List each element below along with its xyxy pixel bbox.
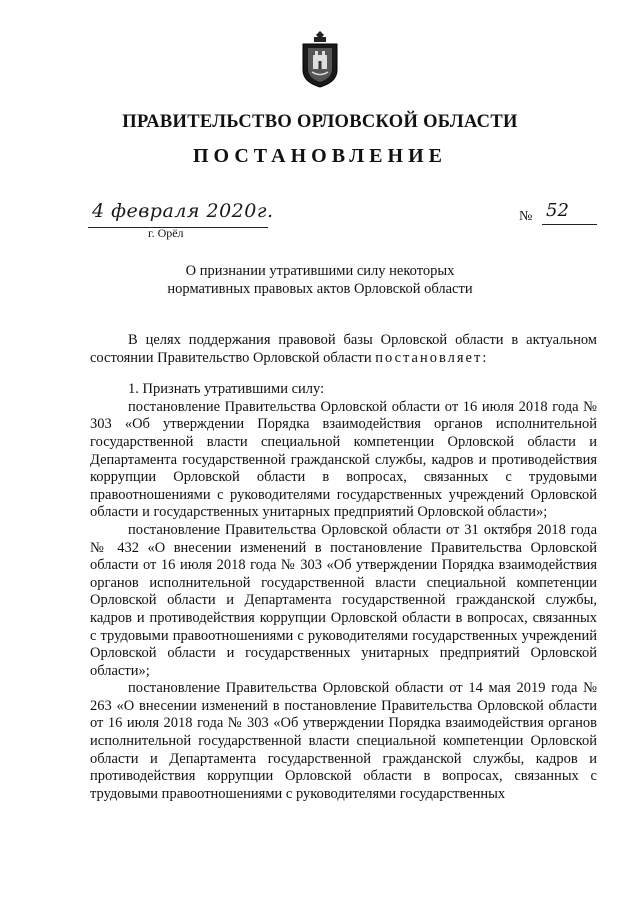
handwritten-date: 4 февраля 2020г.: [92, 200, 274, 222]
organization-name: ПРАВИТЕЛЬСТВО ОРЛОВСКОЙ ОБЛАСТИ: [122, 112, 518, 132]
subject-line-1: О признании утратившими силу некоторых: [185, 263, 455, 279]
subject-line-2: нормативных правовых актов Орловской области: [167, 281, 473, 297]
handwritten-number: 52: [546, 200, 569, 221]
act-3: постановление Правительства Орловской области от 14 мая 2019 года № 263 «О внесении изменений в постановление Правительства Орловской области от 16 июля 2018 года № 303 «Об утверждении Порядка взаимодействия органов исполнительной государственной власти специальной компетенции Орловской области и Департамента государственной гражданской службы, кадров и противодействия коррупции Орловской области в вопросах, связанных с трудовыми правоотношениями с руководителями государственных: [90, 680, 597, 802]
city-label: г. Орёл: [148, 226, 184, 240]
act-1: постановление Правительства Орловской области от 16 июля 2018 года № 303 «Об утверждении Порядка взаимодействия органов исполнительной государственной власти специальной компетенции Орловской области и Департамента государственной гражданской службы, кадров и противодействия коррупции Орловской области в вопросах, связанных с трудовыми правоотношениями с руководителями государственных учреждений Орловской области и государственных унитарных предприятий Орловской области»;: [90, 398, 597, 521]
preamble-colon: :: [482, 349, 487, 366]
preamble-keyword: постановляет: [375, 349, 483, 366]
preamble-text: В целях поддержания правовой базы Орловской области в актуальном состоянии Правительство Орловской области: [90, 332, 597, 366]
number-label: №: [519, 209, 533, 224]
document-body: [90, 332, 597, 803]
preamble: [90, 332, 597, 367]
coat-of-arms-icon: [300, 30, 340, 88]
document-type: ПОСТАНОВЛЕНИЕ: [193, 145, 447, 167]
document-subject: [0, 262, 640, 298]
item-1: 1. Признать утратившими силу:: [128, 381, 325, 398]
act-2: постановление Правительства Орловской области от 31 октября 2018 года № 432 «О внесении изменений в постановление Правительства Орловской области от 16 июля 2018 года № 303 «Об утверждении Порядка взаимодействия органов исполнительной государственной власти специальной компетенции Орловской области и Департамента государственной гражданской службы, кадров и противодействия коррупции Орловской области в вопросах, связанных с трудовыми правоотношениями с руководителями государственных учреждений Орловской области и государственных унитарных предприятий Орловской области»;: [90, 521, 597, 679]
